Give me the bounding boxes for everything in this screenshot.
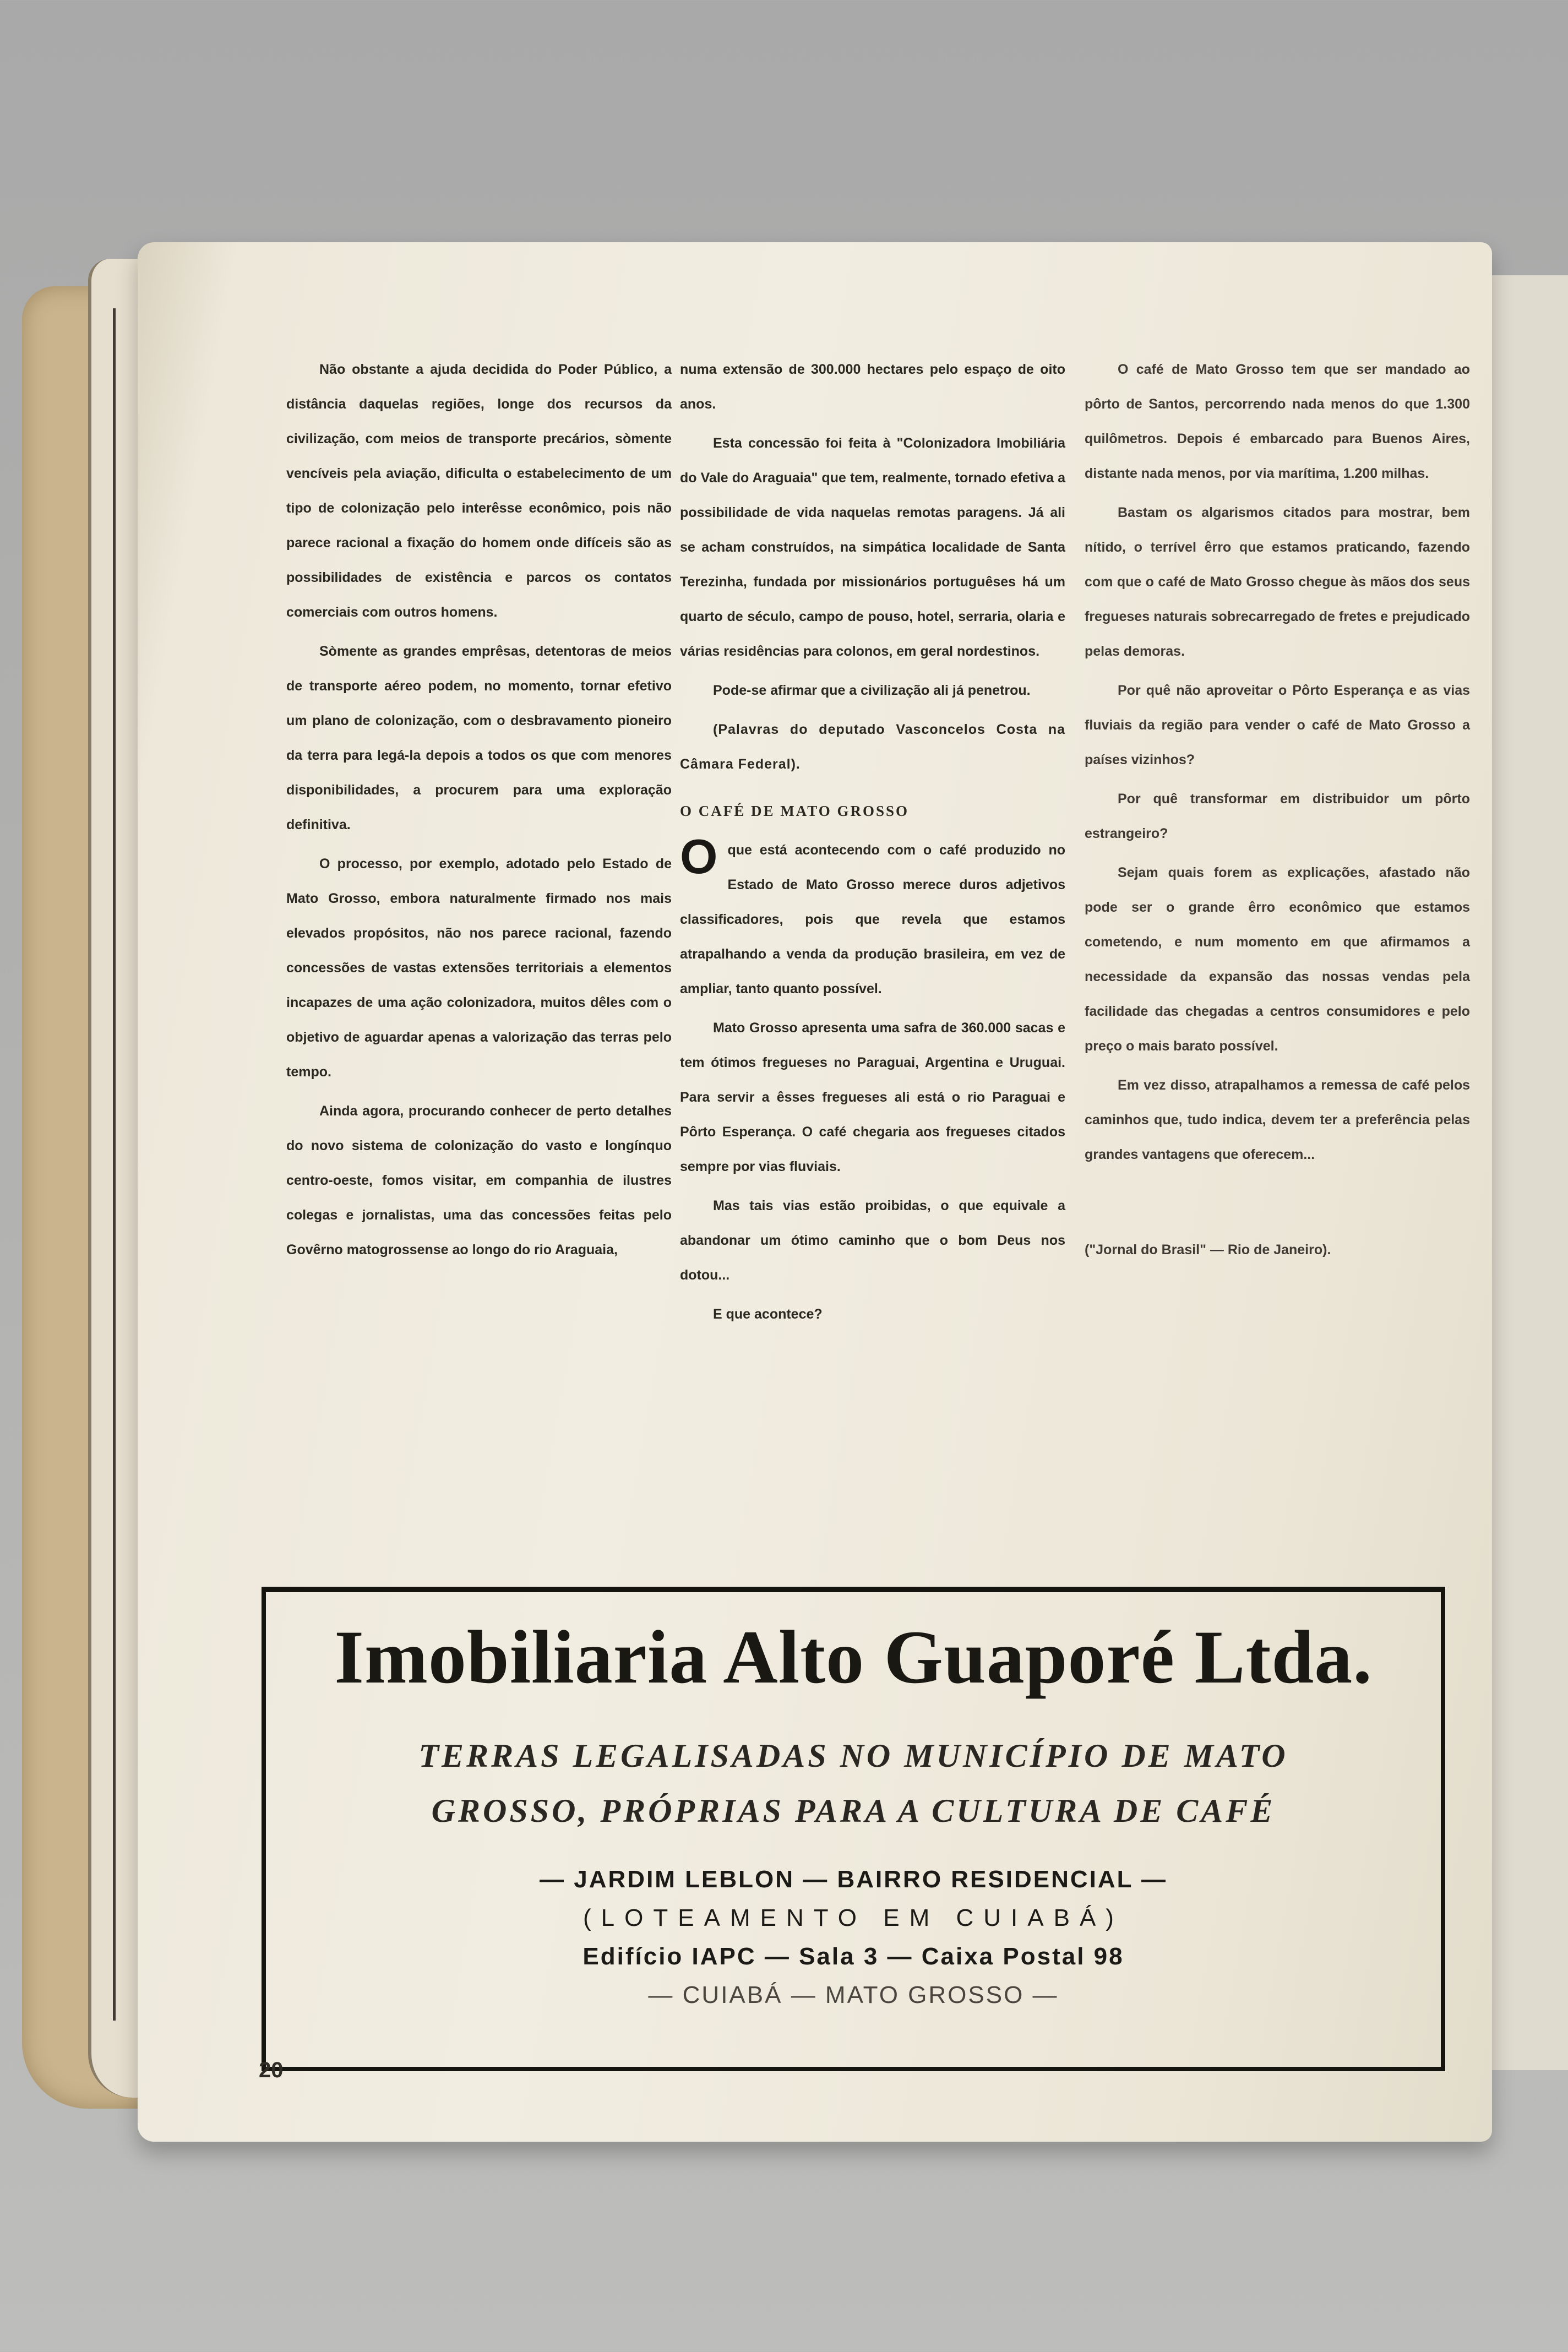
article-column-2 xyxy=(680,352,1065,1332)
paragraph: Mato Grosso apresenta uma safra de 360.000 sacas e tem ótimos fregueses no Paraguai, Argentina e Uruguai. Para servir a êsses fregueses ali está o rio Paraguai e Pôrto Esperança. O café chegaria aos fregueses citados sempre por vias fluviais. xyxy=(680,1020,1065,1174)
quote-attribution: (Palavras do deputado Vasconcelos Costa na Câmara Federal). xyxy=(680,722,1065,772)
paragraph: Por quê transformar em distribuidor um pôrto estrangeiro? xyxy=(1085,791,1470,841)
paragraph: Não obstante a ajuda decidida do Poder Público, a distância daquelas regiões, longe dos recursos da civilização, com meios de transporte precários, sòmente vencíveis pela aviação, dificulta o estabelecimento de um tipo de colonização pelo interêsse econômico, pois não parece racional a fixação do homem onde difíceis são as possibilidades de existência e parcos os contatos comerciais com outros homens. xyxy=(286,362,672,620)
advertisement-title: Imobiliaria Alto Guaporé Ltda. xyxy=(334,1615,1373,1699)
paragraph: O processo, por exemplo, adotado pelo Estado de Mato Grosso, embora naturalmente firmado nos mais elevados propósitos, não nos parece racional, fazendo concessões de vastas extensões territoriais a elementos incapazes de uma ação colonizadora, muitos dêles com o objetivo de aguardar apenas a valorização das terras pelo tempo. xyxy=(286,856,672,1080)
advertisement-location: — JARDIM LEBLON — BAIRRO RESIDENCIAL — xyxy=(540,1866,1167,1893)
binding-line xyxy=(113,308,116,2021)
paragraph: Sejam quais forem as explicações, afastado não pode ser o grande êrro econômico que estamos cometendo, e num momento em que afirmamos a necessidade da expansão das nossas vendas pela facilidade das chegadas a centros consumidores e pelo preço o mais barato possível. xyxy=(1085,865,1470,1054)
page-number: 20 xyxy=(259,2058,284,2082)
source-signature: ("Jornal do Brasil" — Rio de Janeiro). xyxy=(1085,1242,1331,1257)
slogan-line-2: GROSSO, PRÓPRIAS PARA A CULTURA DE CAFÉ xyxy=(431,1793,1276,1829)
dropcap-letter: O xyxy=(680,829,718,884)
advertisement-slogan xyxy=(266,1728,1441,1838)
paragraph: Pode-se afirmar que a civilização ali já penetrou. xyxy=(713,683,1031,698)
advertisement-subdivision: (LOTEAMENTO EM CUIABÁ) xyxy=(583,1904,1124,1931)
paragraph: Sòmente as grandes emprêsas, detentoras de meios de transporte aéreo podem, no momento, tornar efetivo um plano de colonização, com o desbravamento pioneiro da terra para legá-la depois a todos os que com menores disponibilidades, a procurem para uma exploração definitiva. xyxy=(286,644,672,832)
paragraph: Esta concessão foi feita à "Colonizadora Imobiliária do Vale do Araguaia" que tem, realmente, tornado efetiva a possibilidade de vida naquelas remotas paragens. Já ali se acham construídos, na simpática localidade de Santa Terezinha, fundada por missionários portuguêses há um quarto de século, campo de pouso, hotel, serraria, olaria e várias residências para colonos, em geral nordestinos. xyxy=(680,435,1065,659)
section-title: O CAFÉ DE MATO GROSSO xyxy=(680,803,910,819)
paragraph: Mas tais vias estão proibidas, o que equivale a abandonar um ótimo caminho que o bom Deus nos dotou... xyxy=(680,1198,1065,1283)
dropcap-paragraph xyxy=(680,829,1065,1006)
paragraph: Em vez disso, atrapalhamos a remessa de café pelos caminhos que, tudo indica, devem ter a preferência pelas grandes vantagens que oferecem... xyxy=(1085,1077,1470,1162)
paragraph: Por quê não aproveitar o Pôrto Esperança e as vias fluviais da região para vender o café de Mato Grosso a países vizinhos? xyxy=(1085,683,1470,767)
slogan-line-1: TERRAS LEGALISADAS NO MUNICÍPIO DE MATO xyxy=(418,1738,1288,1774)
dropcap-paragraph-text: que está acontecendo com o café produzido no Estado de Mato Grosso merece duros adjetivos classificadores, pois que revela que estamos atrapalhando a venda da produção brasileira, em vez de ampliar, tanto quanto possível. xyxy=(680,842,1065,997)
paragraph: O café de Mato Grosso tem que ser mandado ao pôrto de Santos, percorrendo nada menos do que 1.300 quilômetros. Depois é embarcado para Buenos Aires, distante nada menos, por via marítima, 1.200 milhas. xyxy=(1085,362,1470,481)
paragraph: numa extensão de 300.000 hectares pelo espaço de oito anos. xyxy=(680,362,1065,412)
advertisement-city: — CUIABÁ — MATO GROSSO — xyxy=(648,1981,1059,2008)
advertisement-address: Edifício IAPC — Sala 3 — Caixa Postal 98 xyxy=(582,1943,1124,1970)
paragraph: Bastam os algarismos citados para mostrar, bem nítido, o terrível êrro que estamos praticando, fazendo com que o café de Mato Grosso chegue às mãos dos seus fregueses naturais sobrecarregado de fretes e prejudicado pelas demoras. xyxy=(1085,505,1470,659)
paragraph: E que acontece? xyxy=(713,1306,823,1322)
advertisement-box xyxy=(262,1587,1445,2071)
article-column-1 xyxy=(286,352,672,1267)
paragraph: Ainda agora, procurando conhecer de perto detalhes do novo sistema de colonização do vasto e longínquo centro-oeste, fomos visitar, em companhia de ilustres colegas e jornalistas, uma das concessões feitas pelo Govêrno matogrossense ao longo do rio Araguaia, xyxy=(286,1103,672,1257)
article-column-3 xyxy=(1085,352,1470,1267)
